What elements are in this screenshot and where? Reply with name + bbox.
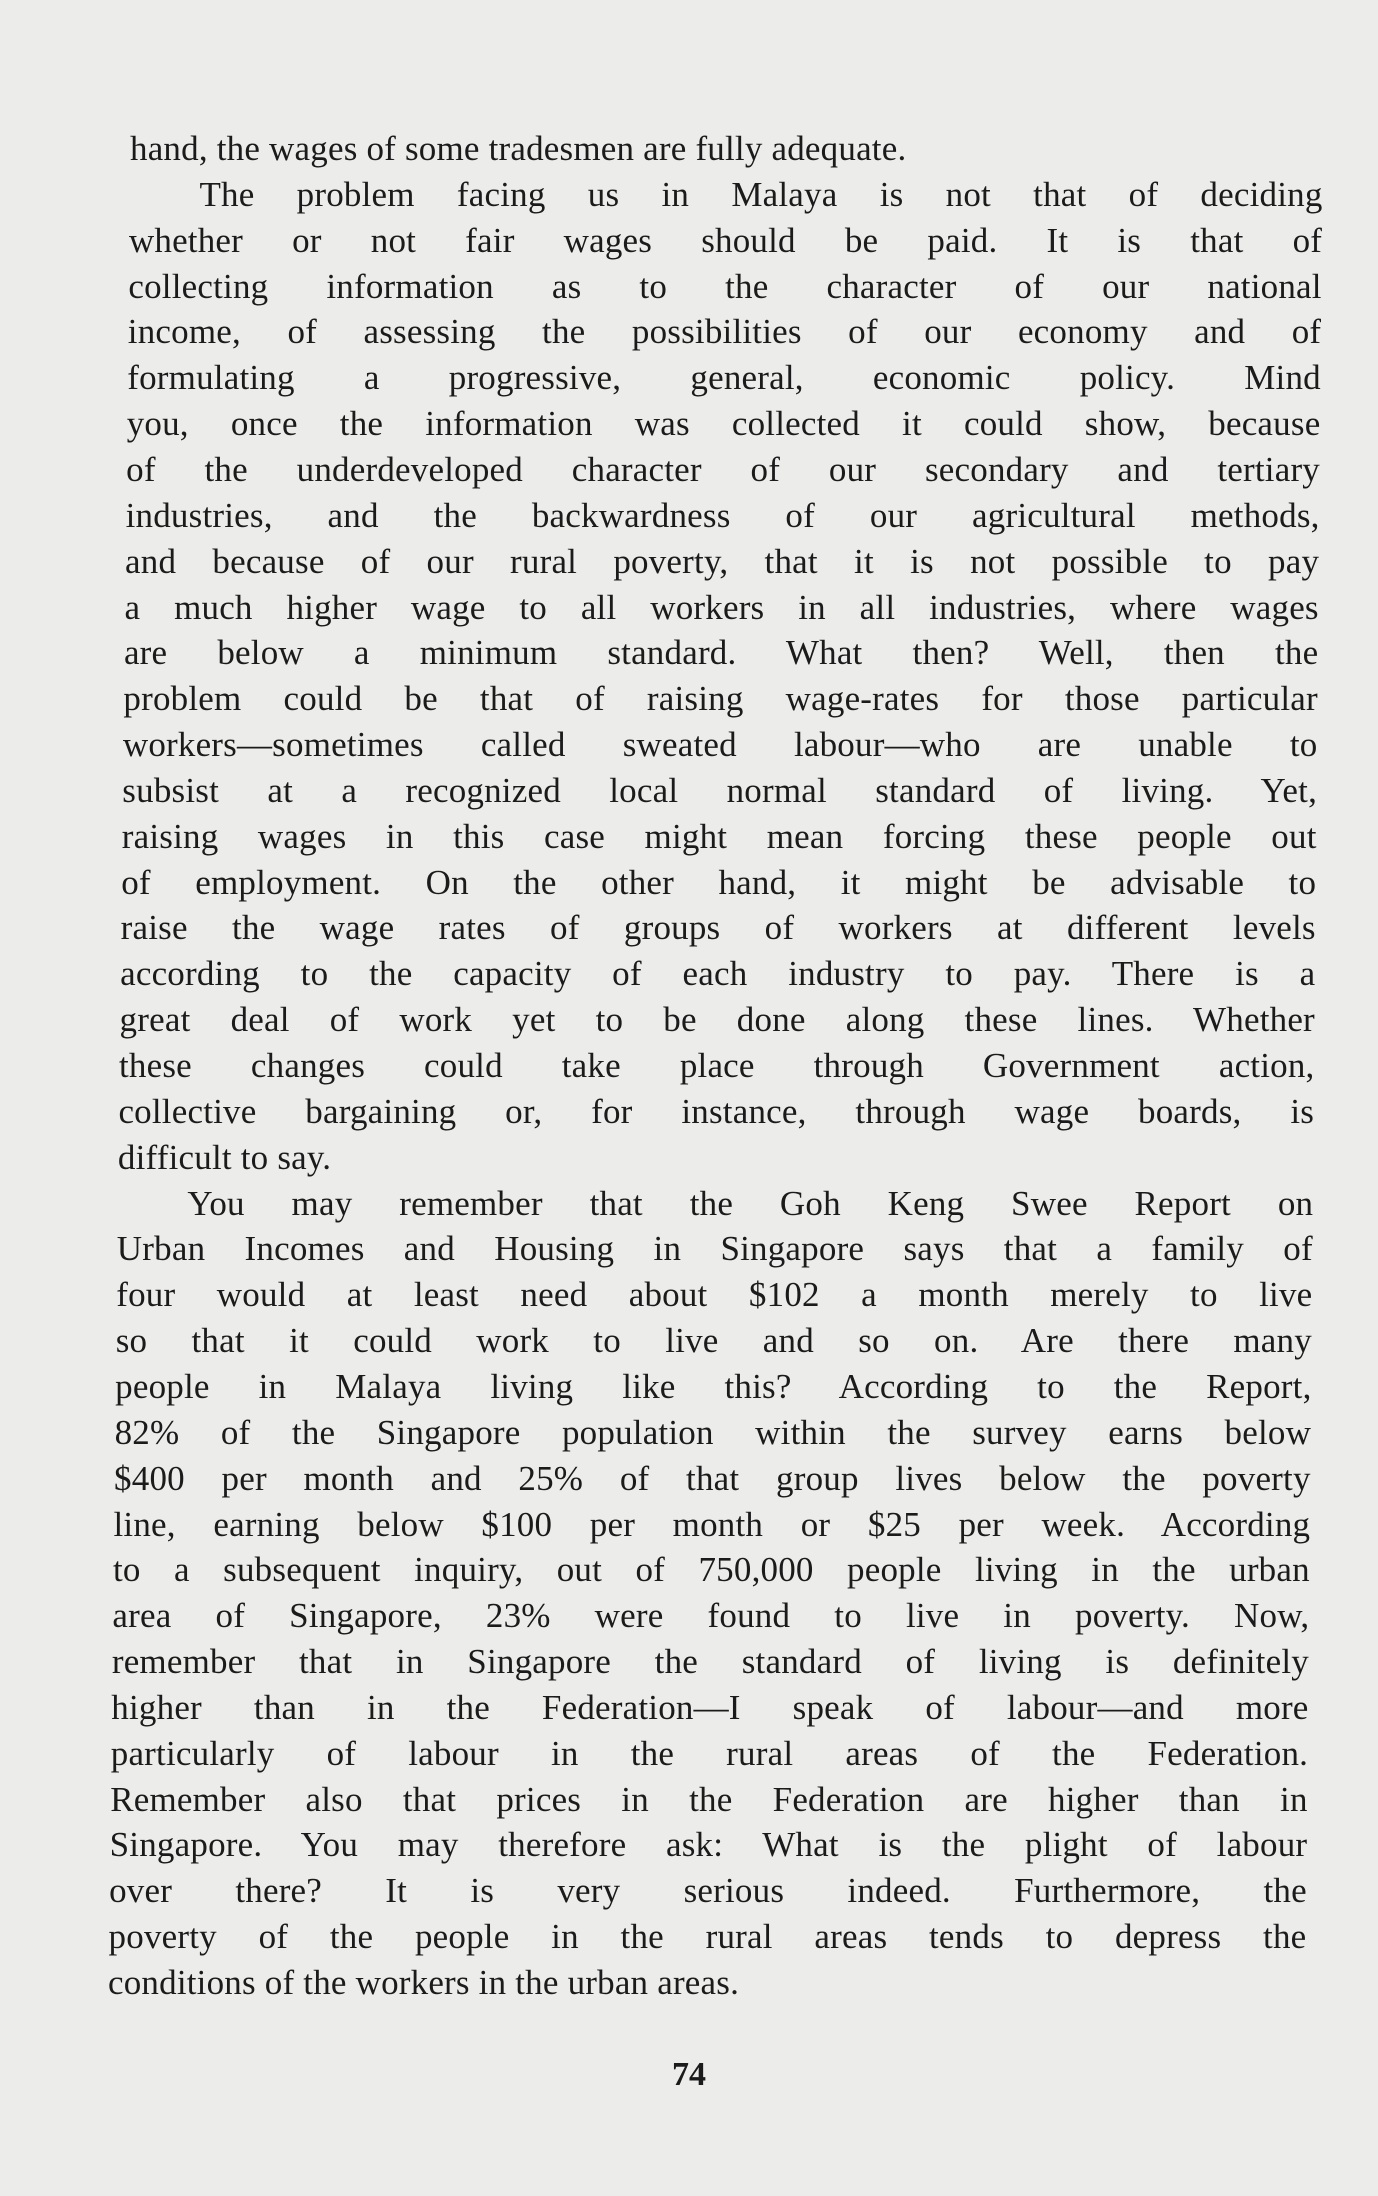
text-line: higher than in the Federation—I speak of labour—and more <box>111 1687 1309 1727</box>
text-line: hand, the wages of some tradesmen are fully adequate. <box>130 129 907 168</box>
text-line: difficult to say. <box>117 1137 332 1177</box>
text-line: particularly of labour in the rural areas of the Federation. <box>110 1733 1309 1773</box>
text-line: conditions of the workers in the urban areas. <box>108 1963 740 2002</box>
text-line: according to the capacity of each industry to pay. There is a <box>120 954 1316 994</box>
text-line: are below a minimum standard. What then? Well, then the <box>123 633 1319 673</box>
text-line: Urban Incomes and Housing in Singapore says that a family of <box>116 1229 1313 1269</box>
text-line: $400 per month and 25% of that group lives below the poverty <box>114 1458 1311 1498</box>
text-line: collective bargaining or, for instance, through wage boards, is <box>118 1091 1315 1131</box>
text-line: Remember also that prices in the Federation are higher than in <box>110 1779 1308 1819</box>
text-line: people in Malaya living like this? According to the Report, <box>115 1366 1312 1406</box>
text-line: great deal of work yet to be done along these lines. Whether <box>119 1000 1315 1040</box>
text-line: of the underdeveloped character of our secondary and tertiary <box>126 449 1321 489</box>
text-line: area of Singapore, 23% were found to live in poverty. Now, <box>112 1596 1310 1636</box>
text-line: you, once the information was collected it could show, because <box>126 404 1321 444</box>
text-line: workers—sometimes called sweated labour—who are unable to <box>122 725 1318 765</box>
text-line: of employment. On the other hand, it might be advisable to <box>121 862 1317 902</box>
text-line: industries, and the backwardness of our agricultural methods, <box>125 495 1320 535</box>
text-line: poverty of the people in the rural areas tends to depress the <box>108 1917 1307 1957</box>
text-line: over there? It is very serious indeed. Furthermore, the <box>109 1871 1307 1911</box>
text-line: a much higher wage to all workers in all industries, where wages <box>124 587 1319 627</box>
text-line: formulating a progressive, general, economic policy. Mind <box>127 358 1321 398</box>
text-line: You may remember that the Goh Keng Swee Report on <box>187 1183 1314 1223</box>
text-line: to a subsequent inquiry, out of 750,000 people living in the urban <box>112 1550 1310 1590</box>
text-line: these changes could take place through Government action, <box>119 1046 1315 1085</box>
text-line: whether or not fair wages should be paid. It is that of <box>128 220 1323 260</box>
text-line: 82% of the Singapore population within the survey earns below <box>114 1412 1312 1452</box>
text-line: The problem facing us in Malaya is not that of deciding <box>199 174 1323 214</box>
text-line: raise the wage rates of groups of workers at different levels <box>120 908 1316 948</box>
text-line: subsist at a recognized local normal standard of living. Yet, <box>122 770 1318 810</box>
text-line: line, earning below $100 per month or $25 per week. According <box>113 1504 1311 1544</box>
text-line: so that it could work to live and so on. Are there many <box>115 1321 1312 1361</box>
text-line: income, of assessing the possibilities of our economy and of <box>127 312 1322 352</box>
text-line: collecting information as to the character of our national <box>128 266 1322 306</box>
text-line: remember that in Singapore the standard of living is definitely <box>111 1642 1309 1682</box>
text-line: problem could be that of raising wage-rates for those particular <box>123 679 1318 719</box>
text-line: raising wages in this case might mean forcing these people out <box>121 816 1317 856</box>
text-line: Singapore. You may therefore ask: What is the plight of labour <box>109 1825 1308 1865</box>
page-number: 74 <box>672 2056 706 2093</box>
text-line: and because of our rural poverty, that it is not possible to pay <box>125 541 1320 581</box>
text-line: four would at least need about $102 a month merely to live <box>116 1275 1313 1315</box>
